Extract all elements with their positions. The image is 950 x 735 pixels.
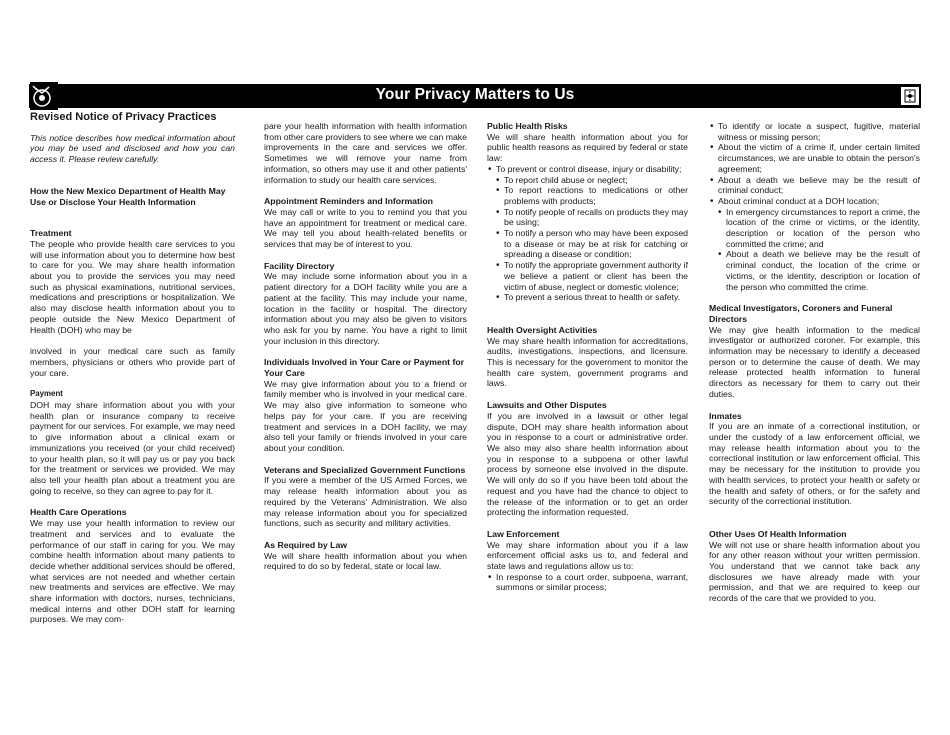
coroners-text: We may give health information to the medical investigator or authorized coroner. For example, this information may be necessary to identify a deceased person or to determine the cause of death. We may release protected health information to funeral directors as necessary for them to carry out their duties.	[709, 324, 920, 399]
enforcement-text: We may share information about you if a law enforcement official asks us to, and federal and state laws and regulations allow us to:	[487, 539, 688, 572]
list-item: • In response to a court order, subpoena, warrant, summons or similar process;	[487, 572, 688, 593]
section-heading: How the New Mexico Department of Health May Use or Disclose Your Health Information	[30, 185, 226, 207]
public-health-heading: Public Health Risks	[487, 121, 568, 131]
operations-heading: Health Care Operations	[30, 507, 127, 518]
list-item: • To notify the appropriate government authority if we believe a patient or client has been the victim of abuse, neglect or domestic violence;	[487, 260, 688, 292]
list-item: • To report child abuse or neglect;	[487, 175, 688, 186]
public-health-text: We will share health information about you for public health reasons as required by federal or state law:	[487, 131, 688, 164]
oversight-heading: Health Oversight Activities	[487, 324, 598, 335]
enforcement-list	[487, 572, 688, 593]
inmates-heading: Inmates	[709, 410, 742, 421]
list-item: • To notify a person who may have been exposed to a disease or may be at risk for catching or spreading a disease or condition;	[487, 228, 688, 260]
lawsuits-heading: Lawsuits and Other Disputes	[487, 400, 607, 411]
new-mexico-state-icon	[900, 86, 920, 106]
operations-text: We may use your health information to review our treatment and services and to evaluate the performance of our staff in caring for you. We may combine health information about many patients to decide whether additional services should be offered, what services are not needed and whether certain new treatments and services are effective. We may share information with doctors, nurses, technicians, medical interns and other DOH staff for learning purposes. We may com-	[30, 518, 235, 625]
list-item: • To report reactions to medications or other problems with products;	[487, 185, 688, 206]
involved-text: We may give information about you to a friend or family member who is involved in your medical care. We may also give information to someone who helps pay for your care. If you are receiving treatment and services in a DOH facility, we may also tell your family or friends involved in your care about your condition.	[264, 378, 467, 453]
coroners-heading: Medical Investigators, Coroners and Funeral Directors	[709, 303, 893, 324]
list-item: • About a death we believe may be the result of criminal conduct;	[709, 175, 920, 196]
operations-text-continued: pare your health information with health information from other care providers to see where we can make improvements in the care and services we offer. Sometimes we will remove your name from information, so others may use it and other patients' information to study our health care services.	[264, 121, 467, 185]
public-health-list	[487, 164, 688, 303]
column-1	[30, 112, 235, 625]
lawsuits-text: If you are involved in a lawsuit or other legal dispute, DOH may share health information about you in response to a court or administrative order. We also may also share health information about you in response to a subpoena or other lawful process by someone else involved in the dispute. We will only do so if you have been told about the request and you have had the chance to object to the release of the information or to get an order protecting the information requested.	[487, 410, 688, 518]
appointment-heading: Appointment Reminders and Information	[264, 196, 433, 207]
list-item: • About criminal conduct at a DOH location;	[709, 196, 920, 207]
veterans-heading: Veterans and Specialized Government Functions	[264, 464, 466, 475]
treatment-text-continued: involved in your medical care such as family members, physicians or others who provide part of your care.	[30, 346, 235, 378]
facility-heading: Facility Directory	[264, 260, 335, 271]
list-item: • To identify or locate a suspect, fugitive, material witness or missing person;	[709, 121, 920, 142]
payment-text: DOH may share information about you with your health plan or insurance company to receive payment for our services. For example, we may need to give information about a clinical exam or immunizations you received (or your child received) to your health plan, so it will pay us or pay you back for the treatment or services we provided. We may also tell your health plan about a treatment you are going to receive, so they can agree to pay for it.	[30, 400, 235, 496]
oversight-text: We may share health information for accreditations, audits, investigations, inspections, and licensure. This is necessary for the government to monitor the health care system, government programs and laws.	[487, 335, 688, 389]
other-uses-text: We will not use or share health information about you for any other reason without your written permission. You understand that we cannot take back any disclosures we have already made with your permission, and that we are required to keep our records of the care that we provided to you.	[709, 539, 920, 604]
enforcement-list-continued	[709, 121, 920, 292]
list-item: • About the victim of a crime if, under certain limited circumstances, we are unable to obtain the person's agreement;	[709, 142, 920, 174]
veterans-text: If you were a member of the US Armed Forces, we may release health information about you as required by the Veterans' Administration. We also may release information about you for specialized functions, such as security and military activities.	[264, 475, 467, 529]
payment-heading: Payment	[30, 389, 63, 399]
facility-text: We may include some information about you in a patient directory for a DOH facility while you are a patient at the facility. This may include your name, location in the facility or hospital. The directory information about you may also be given to visitors who ask for you by name. You have a right to limit your inclusion in this directory.	[264, 271, 467, 346]
list-item: • About a death we believe may be the result of criminal conduct, the location of the crime or victims, or the identity, description or location of the person who committed the crime.	[709, 249, 920, 292]
column-3	[487, 121, 688, 593]
doh-seal-icon	[30, 82, 58, 110]
other-uses-heading: Other Uses Of Health Information	[709, 528, 847, 539]
list-item: • To prevent a serious threat to health or safety.	[487, 292, 688, 303]
treatment-text: The people who provide health care services to you will use information about you to determine how best to care for you. We may share health information about you to provide the services you may need such as physical examinations, nutritional services, medications and prescriptions or hospitalization. We also may disclose health information about you to people outside the New Mexico Department of Health (DOH) who may be	[30, 238, 235, 335]
banner-title: Your Privacy Matters to Us	[375, 86, 575, 103]
list-item: • In emergency circumstances to report a crime, the location of the crime or victims, or the identity, description or location of the person who committed the crime; and	[709, 207, 920, 250]
required-heading: As Required by Law	[264, 539, 348, 550]
page-banner	[29, 84, 921, 108]
involved-heading: Individuals Involved in Your Care or Payment for Your Care	[264, 357, 465, 379]
list-item: • To prevent or control disease, injury or disability;	[487, 164, 688, 175]
notice-title: Revised Notice of Privacy Practices	[30, 111, 217, 123]
appointment-text: We may call or write to you to remind you that you have an appointment for treatment or medical care. We may tell you about health-related benefits or services that may be of interest to you.	[264, 206, 467, 250]
list-item: • To notify people of recalls on products they may be using;	[487, 207, 688, 228]
notice-intro: This notice describes how medical information about you may be used and disclosed and how you can access it. Please review carefully.	[30, 132, 235, 165]
column-2	[264, 121, 467, 572]
required-text: We will share health information about you when required to do so by federal, state or local law.	[264, 550, 467, 572]
inmates-text: If you are an inmate of a correctional institution, or under the custody of a law enforcement official, we may release health information about you to the correctional institution or law enforcement official. This may be necessary for the institution to provide you with health services, to protect your health or safety or the health and safety of others, or for the safety and security of the correctional institution.	[709, 421, 920, 507]
enforcement-heading: Law Enforcement	[487, 528, 560, 539]
treatment-heading: Treatment	[30, 228, 72, 239]
column-4	[709, 121, 920, 604]
